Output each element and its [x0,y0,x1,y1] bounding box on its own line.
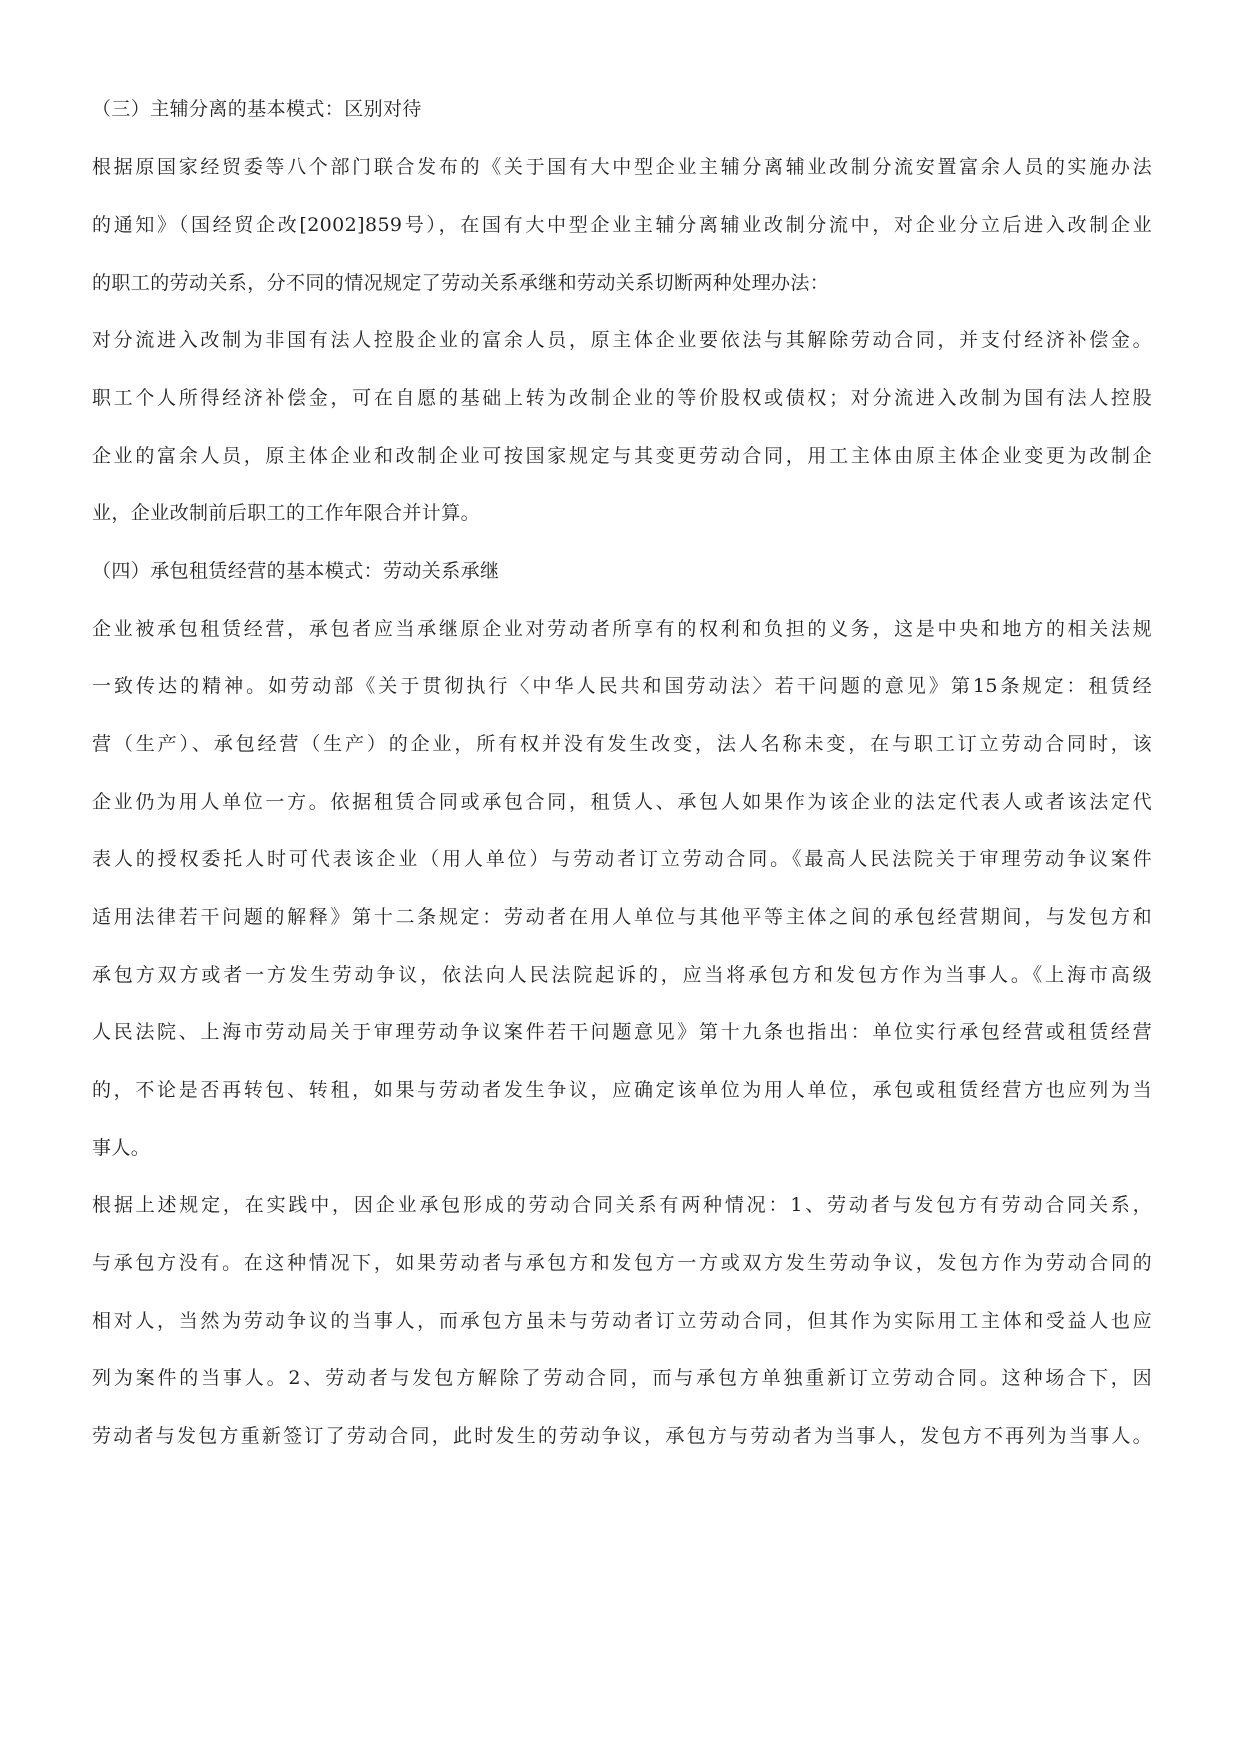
text-line: 一致传达的精神。如劳动部《关于贯彻执行〈中华人民共和国劳动法〉若干问题的意见》第15条规定：租赁经 [92,675,1152,697]
text-line: 业，企业改制前后职工的工作年限合并计算。 [92,502,481,524]
text-line: 根据原国家经贸委等八个部门联合发布的《关于国有大中型企业主辅分离辅业改制分流安置富余人员的实施办法 [92,156,1152,178]
text-line: 职工个人所得经济补偿金，可在自愿的基础上转为改制企业的等价股权或债权；对分流进入改制为国有法人控股 [92,387,1152,409]
text-line: 事人。 [92,1137,151,1159]
text-line: 的职工的劳动关系，分不同的情况规定了劳动关系承继和劳动关系切断两种处理办法： [92,272,830,294]
text-line: 的通知》（国经贸企改[2002]859号），在国有大中型企业主辅分离辅业改制分流中，对企业分立后进入改制企业 [92,214,1152,236]
section-heading-3: （三）主辅分离的基本模式：区别对待 [92,98,422,120]
text-line: 适用法律若干问题的解释》第十二条规定：劳动者在用人单位与其他平等主体之间的承包经营期间，与发包方和 [92,906,1152,928]
text-line: 人民法院、上海市劳动局关于审理劳动争议案件若干问题意见》第十九条也指出：单位实行承包经营或租赁经营 [92,1021,1152,1043]
text-line: 营（生产）、承包经营（生产）的企业，所有权并没有发生改变，法人名称未变，在与职工订立劳动合同时，该 [92,733,1152,755]
text-line: 承包方双方或者一方发生劳动争议，依法向人民法院起诉的，应当将承包方和发包方作为当事人。《上海市高级 [92,964,1152,986]
text-line: 企业被承包租赁经营，承包者应当承继原企业对劳动者所享有的权利和负担的义务，这是中央和地方的相关法规 [92,618,1152,640]
text-line: 列为案件的当事人。2、劳动者与发包方解除了劳动合同，而与承包方单独重新订立劳动合同。这种场合下，因 [92,1367,1152,1389]
section-heading-4: （四）承包租赁经营的基本模式：劳动关系承继 [92,560,500,582]
text-line: 的，不论是否再转包、转租，如果与劳动者发生争议，应确定该单位为用人单位，承包或租赁经营方也应列为当 [92,1079,1152,1101]
text-line: 企业仍为用人单位一方。依据租赁合同或承包合同，租赁人、承包人如果作为该企业的法定代表人或者该法定代 [92,791,1152,813]
text-line: 对分流进入改制为非国有法人控股企业的富余人员，原主体企业要依法与其解除劳动合同，并支付经济补偿金。 [92,329,1152,351]
text-line: 企业的富余人员，原主体企业和改制企业可按国家规定与其变更劳动合同，用工主体由原主体企业变更为改制企 [92,445,1152,467]
text-line: 根据上述规定，在实践中，因企业承包形成的劳动合同关系有两种情况：1、劳动者与发包方有劳动合同关系， [92,1194,1152,1216]
text-line: 表人的授权委托人时可代表该企业（用人单位）与劳动者订立劳动合同。《最高人民法院关于审理劳动争议案件 [92,848,1152,870]
text-line: 相对人，当然为劳动争议的当事人，而承包方虽未与劳动者订立劳动合同，但其作为实际用工主体和受益人也应 [92,1310,1152,1332]
text-line: 与承包方没有。在这种情况下，如果劳动者与承包方和发包方一方或双方发生劳动争议，发包方作为劳动合同的 [92,1252,1152,1274]
text-line: 劳动者与发包方重新签订了劳动合同，此时发生的劳动争议，承包方与劳动者为当事人，发包方不再列为当事人。 [92,1425,1152,1447]
